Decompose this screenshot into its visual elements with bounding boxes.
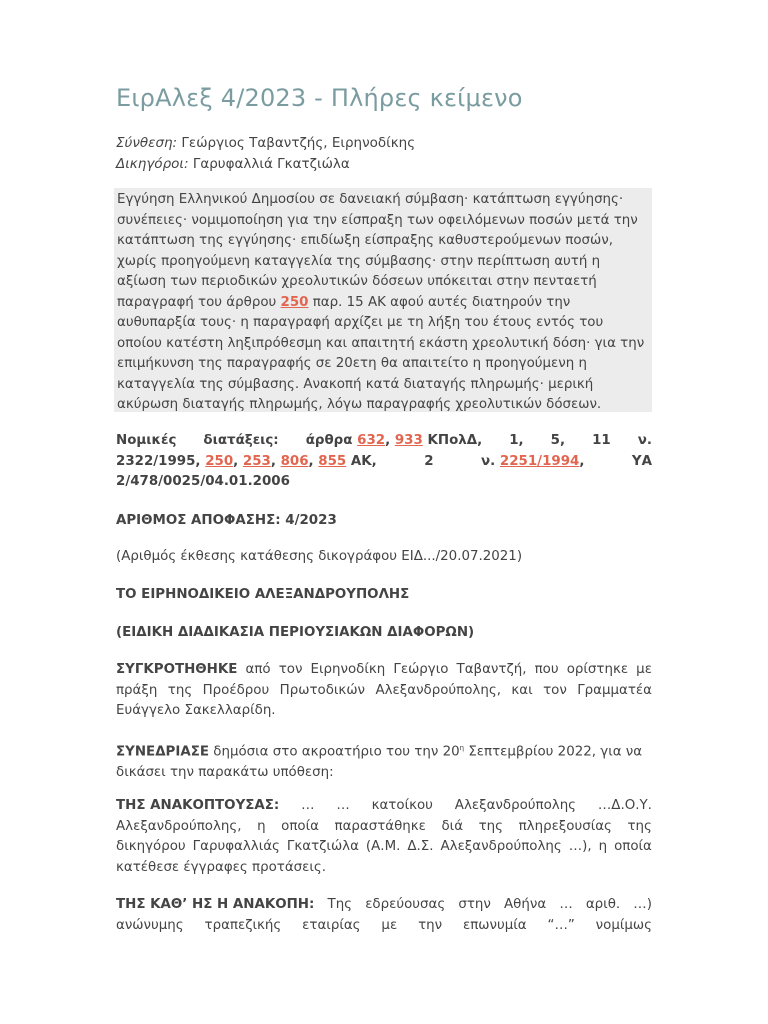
paragraph-word: Γεώργιο <box>393 662 449 677</box>
paragraph-word: με <box>381 917 398 933</box>
paragraph-word: διά <box>441 818 464 834</box>
paragraph-word: πληρεξουσίας <box>518 818 612 834</box>
article-250-link[interactable]: 250 <box>280 294 309 310</box>
paragraph-word: στην <box>458 897 491 912</box>
paragraph-word: ορίστηκε <box>566 662 629 677</box>
paragraph-word: εδρεύουσας <box>365 897 446 912</box>
paragraph-word: Πρωτοδικών <box>279 682 366 698</box>
provisions-word: διατάξεις: <box>203 433 279 448</box>
provisions-line-2 <box>116 452 652 473</box>
paragraph-word: Προέδρου <box>202 682 270 698</box>
court-name: ΤΟ ΕΙΡΗΝΟΔΙΚΕΙΟ ΑΛΕΞΑΝΔΡΟΥΠΟΛΗΣ <box>116 587 410 602</box>
provisions-line-3: 2/478/0025/04.01.2006 <box>116 474 290 489</box>
paragraph-word: από <box>245 662 271 677</box>
session-text: δημόσια στο ακροατήριο του την 20 <box>209 744 460 760</box>
provisions-label: Νομικές <box>116 433 177 448</box>
paragraph-word: Δ.Σ. <box>407 839 434 854</box>
constituted-line-1 <box>116 660 652 681</box>
summary-text: παρ. 15 ΑΚ αφού αυτές διατηρούν την <box>308 294 571 310</box>
provisions-word: άρθρα <box>305 433 353 448</box>
summary-line: κατάπτωση της εγγύησης· επιδίωξη είσπραξης καθυστερούμενων ποσών, <box>117 233 613 248</box>
provisions-law <box>481 452 584 473</box>
opposing-line-3 <box>116 837 652 858</box>
paragraph-word: (Α.Μ. <box>365 839 401 854</box>
respondent-paragraph <box>116 895 652 936</box>
lawyers-line <box>116 154 415 175</box>
paragraph-word: Ειρηνοδίκη <box>310 662 386 677</box>
summary-text: παραγραφή του άρθρου <box>117 294 281 310</box>
session-line-1 <box>116 738 652 763</box>
composition-line <box>116 133 415 154</box>
provisions-word: ΑΚ, <box>350 453 377 469</box>
paragraph-word: κατοίκου <box>371 798 433 813</box>
paragraph-word: …Δ.Ο.Υ. <box>597 798 652 813</box>
paragraph-word: παραστάθηκε <box>334 818 426 834</box>
paragraph-word: της <box>627 818 652 834</box>
respondent-line-2 <box>116 916 652 937</box>
paragraph-word: την <box>418 917 443 933</box>
provisions-word: ΥΑ <box>631 453 652 469</box>
paragraph-word: Ταβαντζή, <box>456 662 527 677</box>
summary-box <box>114 188 652 412</box>
provisions-word: 2 <box>424 453 434 469</box>
provisions-word: 11 <box>592 433 611 448</box>
session-line-2: δικάσει την παρακάτω υπόθεση: <box>116 764 334 780</box>
opposing-line-4: κατέθεσε έγγραφες προτάσεις. <box>116 859 327 875</box>
paragraph-word: αριθ. <box>585 897 621 912</box>
provisions-word: ν. <box>637 433 652 448</box>
article-806-link[interactable]: 806 <box>280 453 309 469</box>
paragraph-word: …), <box>568 839 592 854</box>
paragraph-word: εταιρίας <box>302 917 361 933</box>
summary-line: επιμήκυνση της παραγραφής σε 20ετη θα απαιτείτο η προηγούμενη η <box>117 356 587 371</box>
paragraph-word: που <box>534 662 559 677</box>
paragraph-word: νομίμως <box>595 917 652 933</box>
paragraph-word: Αλεξανδρούπολης, <box>375 682 501 698</box>
paragraph-word: της <box>478 818 504 834</box>
lawyers-value: Γαρυφαλλιά Γκατζιώλα <box>192 156 350 172</box>
session-paragraph <box>116 738 652 783</box>
opposing-line-1 <box>116 796 652 817</box>
summary-line: χωρίς προηγούμενη καταγγελία της σύμβασης· στην περίπτωση αυτή η <box>117 253 601 269</box>
article-253-link[interactable]: 253 <box>242 453 271 469</box>
provisions-word: 1, <box>509 433 524 448</box>
summary-line: Εγγύηση Ελληνικού Δημοσίου σε δανειακή σύμβαση· κατάπτωση εγγύησης· <box>117 192 624 207</box>
legal-provisions <box>116 431 652 493</box>
provisions-ak-refs: 2322/1995, 250, 253, 806, 855 ΑΚ, <box>116 453 377 469</box>
respondent-line-1 <box>116 895 652 916</box>
summary-line <box>117 293 648 314</box>
constituted-line-3: Ευάγγελο Σακελλαρίδη. <box>116 703 276 718</box>
provisions-word: , <box>579 453 585 469</box>
respondent-label: ΤΗΣ ΚΑΘ’ ΗΣ Η ΑΝΑΚΟΠΗ: <box>116 897 315 912</box>
paragraph-word: ανώνυμης <box>116 917 184 933</box>
paragraph-word: δικηγόρου <box>116 839 186 854</box>
paragraph-word: Αθήνα <box>504 897 547 912</box>
paragraph-word: πράξη <box>116 682 158 698</box>
article-933-link[interactable]: 933 <box>394 433 423 448</box>
paragraph-word: η <box>257 818 266 834</box>
paragraph-word: Αλεξανδρούπολης <box>440 839 562 854</box>
paragraph-word: Αλεξανδρούπολης <box>454 798 577 813</box>
paragraph-word: τον <box>543 682 567 698</box>
provisions-line-1 <box>116 431 652 452</box>
paragraph-word: Γαρυφαλλιάς <box>192 839 280 854</box>
law-2251-1994-link[interactable]: 2251/1994 <box>499 453 580 469</box>
paragraph-word: τραπεζικής <box>204 917 282 933</box>
provisions-word: ν. <box>481 453 496 469</box>
opposing-line-2 <box>116 817 652 838</box>
provisions-word: 2322/1995, <box>116 453 201 469</box>
summary-line: καταγγελία της σύμβασης. Ανακοπή κατά διαταγής πληρωμής· μερική <box>117 376 594 392</box>
provisions-word: 5, <box>550 433 566 448</box>
article-250-link[interactable]: 250 <box>205 453 234 469</box>
session-text: Σεπτεμβρίου 2022, για να <box>464 744 643 760</box>
paragraph-word: με <box>636 662 652 677</box>
provisions-articles: άρθρα 632, 933 ΚΠολΔ, <box>305 433 483 448</box>
paragraph-word: οποία <box>281 818 319 834</box>
ordinal-suffix: η <box>459 744 465 752</box>
paragraph-word: της <box>167 682 193 698</box>
summary-line: συνέπειες· νομιμοποίηση για την είσπραξη των οφειλόμενων ποσών μετά την <box>117 212 638 228</box>
metadata-block <box>116 133 415 175</box>
composition-value: Γεώργιος Ταβαντζής, Ειρηνοδίκης <box>181 135 416 151</box>
paragraph-word: “…” <box>547 917 575 933</box>
paragraph-word: … <box>559 897 573 912</box>
paragraph-word: τον <box>278 662 303 677</box>
paragraph-word: … <box>301 798 315 813</box>
decision-number: ΑΡΙΘΜΟΣ ΑΠΟΦΑΣΗΣ: 4/2023 <box>116 513 337 528</box>
paragraph-word: Γραμματέα <box>577 682 652 698</box>
paragraph-word: και <box>511 682 533 698</box>
summary-line: αξίωση των περιοδικών χρεολυτικών δόσεων υπόκειται στην πενταετή <box>117 274 597 289</box>
paragraph-word: οποία <box>614 839 652 854</box>
paragraph-word: …) <box>633 897 652 912</box>
summary-line: οποίου κατέστη ληξιπρόθεσμη και απαιτητή εκάστη χρεολυτική δόση· για την <box>117 335 645 351</box>
lawyers-label: Δικηγόροι: <box>116 156 189 172</box>
constituted-line-2 <box>116 681 652 702</box>
summary-line: αυθυπαρξία τους· η παραγραφή αρχίζει με τη λήξη του έτους εντός του <box>117 315 604 330</box>
opposing-label: ΤΗΣ ΑΝΑΚΟΠΤΟΥΣΑΣ: <box>116 798 280 813</box>
constituted-label: ΣΥΓΚΡΟΤΗΘΗΚΕ <box>116 662 238 677</box>
paragraph-word: Της <box>327 897 353 912</box>
filing-note: (Αριθμός έκθεσης κατάθεσης δικογράφου ΕΙΔ.../20.07.2021) <box>116 549 523 564</box>
paragraph-word: η <box>598 839 608 854</box>
procedure-heading: (ΕΙΔΙΚΗ ΔΙΑΔΙΚΑΣΙΑ ΠΕΡΙΟΥΣΙΑΚΩΝ ΔΙΑΦΟΡΩΝ) <box>116 625 475 640</box>
article-632-link[interactable]: 632 <box>357 433 386 448</box>
page-title: ΕιρΑλεξ 4/2023 - Πλήρες κείμενο <box>116 84 523 112</box>
article-855-link[interactable]: 855 <box>318 453 347 469</box>
paragraph-word: επωνυμία <box>463 917 527 933</box>
opposing-party-paragraph <box>116 796 652 878</box>
paragraph-word: Γκατζιώλα <box>286 839 359 854</box>
session-label: ΣΥΝΕΔΡΙΑΣΕ <box>116 744 210 760</box>
provisions-word: ΚΠολΔ, <box>427 433 483 448</box>
paragraph-word: … <box>336 798 350 813</box>
composition-label: Σύνθεση: <box>116 135 178 151</box>
summary-line: ακύρωση διαταγής πληρωμής, λόγω παραγραφής χρεολυτικών δόσεων. <box>117 397 602 412</box>
constituted-paragraph <box>116 660 652 722</box>
paragraph-word: Αλεξανδρούπολης, <box>116 818 242 834</box>
